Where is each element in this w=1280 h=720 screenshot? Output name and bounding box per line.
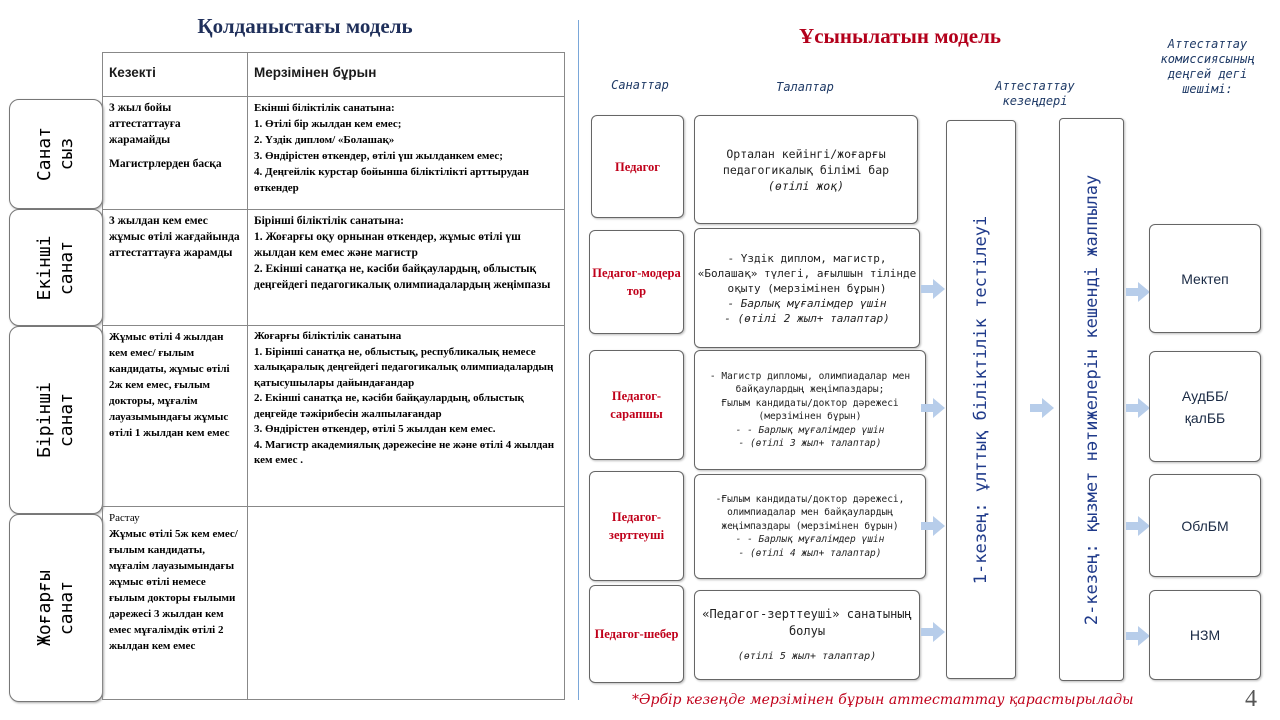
arrow-right-icon — [921, 279, 943, 299]
category-label: Санат сыз — [34, 126, 77, 182]
column-header-categories: Санаттар — [611, 78, 669, 92]
table-cell-early: Екінші біліктілік санатына: 1. Өтілі бір жылдан кем емес; 2. Үздік диплом/ «Болашақ» 3. Өндірістен өткендер, өтілі үш жылданкем емес; 4. Деңгейлік курстар бойынша біліктілікті арттырудан өткендер — [248, 97, 565, 210]
current-model-title: Қолданыстағы модель — [197, 14, 413, 38]
stage-1-box — [946, 120, 1016, 679]
requirement-note: (өтілі 5 жыл+ талаптар) — [737, 650, 877, 662]
arrow-right-icon — [1126, 282, 1148, 302]
stage-1-label: 1-кезең: ұлттық біліктілік тестілеуі — [971, 215, 991, 584]
stage-2-label: 2-кезең: қызмет нәтижелерін кешенді жалпылау — [1081, 174, 1102, 625]
requirements-researcher — [694, 474, 926, 579]
requirements-expert — [694, 350, 926, 470]
column-header-decision: Аттестаттау комиссиясының деңгей дегі шешімі: — [1160, 37, 1255, 96]
arrow-right-icon — [1030, 398, 1052, 418]
footnote: *Әрбір кезеңде мерзімінен бұрын аттестаттау қарастырылады — [632, 692, 1134, 708]
requirement-text: «Педагог-зерттеуші» санатының болуы — [702, 606, 912, 638]
arrow-right-icon — [921, 516, 943, 536]
requirements-pedagog — [694, 115, 918, 224]
table-cell-regular: 3 жыл бойы аттестаттауға жарамайды Магистрлерден басқа — [103, 97, 248, 210]
page-number: 4 — [1245, 686, 1257, 712]
requirement-note: - - Барлық мұғалімдер үшін — [735, 424, 885, 436]
requirement-text: Ғылым кандидаты/доктор дәрежесі (мерзімінен бұрын) — [721, 397, 899, 422]
category-pedagog-expert: Педагог-сарапшы — [589, 350, 684, 460]
arrow-right-icon — [921, 622, 943, 642]
table-cell-early: Бірінші біліктілік санатына: 1. Жоғарғы оқу орнынан өткендер, жұмыс өтілі үш жылдан кем емес және магистр 2. Екінші санатқа не, кәсіби байқаулардың, облыстық деңгейдегі педагогикалық олимпиадалардың жеңімпазы — [248, 210, 565, 326]
category-box-highest — [9, 514, 103, 702]
category-label: Бірінші санат — [34, 382, 77, 458]
section-divider — [578, 20, 579, 700]
requirement-text: Орталан кейінгі/жоғарғы педагогикалық білімі бар — [722, 146, 890, 177]
requirements-moderator — [694, 228, 920, 348]
column-header-requirements: Талаптар — [776, 80, 834, 94]
decision-nzm: НЗМ — [1149, 590, 1261, 680]
category-pedagog: Педагог — [591, 115, 684, 218]
category-box-first — [9, 326, 103, 514]
category-label: Екінші санат — [34, 234, 77, 301]
table-cell-regular: 3 жылдан кем емес жұмыс өтілі жағдайында аттестаттауға жарамды — [103, 210, 248, 326]
requirement-note: (өтілі жоқ) — [767, 178, 845, 193]
category-pedagog-moderator: Педагог-модера тор — [589, 230, 684, 334]
requirements-master — [694, 590, 920, 680]
stage-2-box — [1059, 118, 1124, 681]
arrow-right-icon — [1126, 516, 1148, 536]
requirement-text: -Ғылым кандидаты/доктор дәрежесі, олимпиадалар мен байқаулардың жеңімпаздары (мерзімінен бұрын) — [715, 493, 905, 532]
requirement-note: - (өтілі 4 жыл+ талаптар) — [738, 547, 882, 559]
category-pedagog-researcher: Педагог-зерттеуші — [589, 471, 684, 581]
table-cell-early: Жоғарғы біліктілік санатына 1. Бірінші санатқа не, облыстық, республикалық немесе халықаралық деңгейдегі педагогикалық олимпиадалардың қатысушылары дайындағандар 2. Екінші санатқа не, кәсіби байқаулардың, облыстық деңгейде тәжірибесін жалпылағандар 3. Өндірістен өткендер, өтілі 5 жылдан кем емес. 4. Магистр академиялық дәрежесіне не және өтілі 4 жылдан кем емес . — [248, 326, 565, 507]
requirement-note: - (өтілі 3 жыл+ талаптар) — [738, 438, 882, 449]
arrow-right-icon — [1126, 398, 1148, 418]
category-box-second — [9, 209, 103, 326]
category-box-uncategorized — [9, 99, 103, 209]
arrow-right-icon — [921, 398, 943, 418]
requirement-text: - Магистр дипломы, олимпиадалар мен байқаулардың жеңімпаздары; — [709, 370, 911, 395]
requirement-note: - Барлық мұғалімдер үшін — [727, 296, 887, 310]
requirement-note: - (өтілі 2 жыл+ талаптар) — [724, 311, 890, 325]
decision-district: АудББ/ қалББ — [1149, 351, 1261, 462]
table-header-early: Мерзімінен бұрын — [248, 53, 565, 97]
requirement-note: - - Барлық мұғалімдер үшін — [735, 534, 885, 546]
table-cell-regular: Жұмыс өтілі 4 жылдан кем емес/ ғылым кандидаты, жұмыс өтілі 2ж кем емес, ғылым докторы, мұғалім лауазымындағы жұмыс өтілі 1 жылдан кем емес — [103, 326, 248, 507]
decision-school: Мектеп — [1149, 224, 1261, 333]
proposed-model-title: Ұсынылатын модель — [799, 24, 1001, 48]
table-cell-regular: Растау Жұмыс өтілі 5ж кем емес/ғылым кандидаты, мұғалім лауазымындағы жұмыс өтілі немесе ғылым докторы ғылыми дәрежесі 3 жылдан кем емес мұғалімдік өтілі 2 жылдан кем емес — [103, 507, 248, 700]
current-model-table — [102, 52, 565, 700]
arrow-right-icon — [1126, 626, 1148, 646]
decision-region: ОблБМ — [1149, 474, 1261, 577]
table-cell-early-empty — [248, 507, 565, 700]
column-header-stages: Аттестаттау кезеңдері — [995, 79, 1075, 108]
requirement-text: - Үздік диплом, магистр, «Болашақ» түлегі, ағылшын тілінде оқыту (мерзімінен бұрын) — [697, 251, 917, 295]
category-pedagog-master: Педагог-шебер — [589, 585, 684, 683]
category-label: Жоғарғы санат — [34, 570, 77, 646]
table-header-regular: Кезекті — [103, 53, 248, 97]
